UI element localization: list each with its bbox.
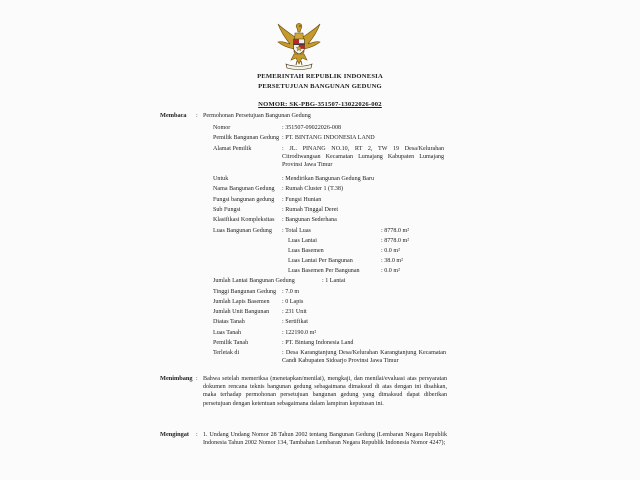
row-label-luas-bangunan: Luas Bangunan Gedung — [213, 228, 272, 234]
mengingat-colon: : — [196, 432, 198, 438]
row-label-sub-fungsi: Sub Fungsi — [213, 207, 241, 213]
row-label-lapis-basemen: Jumlah Lapis Basemen — [213, 299, 270, 305]
row-label-nama-bangunan: Nama Bangunan Gedung — [213, 186, 275, 192]
row-value-tinggi: : 7.0 m — [282, 289, 300, 295]
mengingat-label: Mengingat — [160, 431, 190, 438]
row-value-nomor: : 351507-09022026-008 — [282, 125, 342, 131]
document-number: NOMOR: SK-PBG-351507-13022026-002 — [258, 101, 382, 108]
row-label-jumlah-lantai: Jumlah Lantai Bangunan Gedung — [213, 278, 295, 284]
row-value-jumlah-lantai: : 1 Lantai — [322, 278, 346, 284]
mengingat-text: 1. Undang Undang Nomor 28 Tahun 2002 tentang Bangunan Gedung (Lembaran Negara Republik Indonesia Tahun 2002 Nomor 134, Tambahan Lembaran Negara Republik Indonesia Nomor 4247); — [203, 432, 447, 447]
row-label-terletak: Terletak di — [213, 350, 240, 356]
row-value-klasifikasi: : Bangunan Sederhana — [282, 217, 337, 223]
row-value-jumlah-unit: : 231 Unit — [282, 309, 307, 315]
luas-value-basemen: : 0.0 m² — [381, 248, 400, 254]
luas-label-basemen-per-bangunan: Luas Basemen Per Bangunan — [288, 268, 360, 274]
row-label-pemilik-tanah: Pemilik Tanah — [213, 340, 249, 346]
row-value-untuk: : Mendirikan Bangunan Gedung Baru — [282, 176, 375, 182]
row-label-klasifikasi: Klasifikasi Kompleksitas — [213, 217, 275, 223]
government-title: PEMERINTAH REPUBLIK INDONESIA — [257, 73, 383, 80]
row-value-alamat: : JL. PINANG NO.10, RT 2, TW 19 Desa/Kelurahan Citrodiwangsan Kecamatan Lumajang Kabupaten Lumajang Provinsi Jawa Timur — [282, 146, 444, 169]
row-label-jumlah-unit: Jumlah Unit Bangunan — [213, 309, 270, 315]
luas-label-total: : Total Luas — [282, 228, 311, 234]
menimbang-label: Menimbang — [160, 375, 193, 382]
garuda-pancasila-emblem-icon — [273, 20, 325, 72]
row-value-luas-tanah: : 122190.0 m² — [282, 330, 317, 336]
row-value-diatas-tanah: : Sertifikat — [282, 319, 308, 325]
row-label-diatas-tanah: Diatas Tanah — [213, 319, 245, 325]
row-value-fungsi: : Fungsi Hunian — [282, 197, 322, 203]
luas-value-total: : 8778.0 m² — [381, 228, 410, 234]
luas-label-lantai: Luas Lantai — [288, 238, 317, 244]
row-value-sub-fungsi: : Rumah Tinggal Deret — [282, 207, 339, 213]
row-label-untuk: Untuk — [213, 176, 229, 182]
row-label-alamat: Alamat Pemilik — [213, 146, 252, 152]
luas-value-lantai-per-bangunan: : 38.0 m² — [381, 258, 403, 264]
row-value-pemilik: : PT. BINTANG INDONESIA LAND — [282, 135, 375, 141]
luas-value-basemen-per-bangunan: : 0.0 m² — [381, 268, 400, 274]
luas-value-lantai: : 8778.0 m² — [381, 238, 410, 244]
row-label-pemilik: Pemilik Bangunan Gedung — [213, 135, 280, 141]
membaca-label: Membaca — [160, 112, 187, 119]
row-label-luas-tanah: Luas Tanah — [213, 330, 242, 336]
row-value-terletak: : Desa Karangtanjung Desa/Kelurahan Karangtanjung Kecamatan Candi Kabupaten Sidoarjo Provinsi Jawa Timur — [282, 350, 446, 365]
row-value-nama-bangunan: : Rumah Cluster 1 (T.38) — [282, 186, 343, 192]
menimbang-text: Bahwa setelah memeriksa (menetapkan/menilai), mengkaji, dan menilai/evaluasi atas persyaratan dokumen rencana teknis bangunan gedung sebagaimana dimaksud di atas dengan ini disahkan, maka terhadap permohonan persetujuan bangunan gedung yang dimaksud dapat diberikan persetujuan dengan ketentuan sebagaimana dalam lampiran keputusan ini. — [203, 376, 447, 407]
row-value-lapis-basemen: : 0 Lapis — [282, 299, 304, 305]
row-label-nomor: Nomor — [213, 125, 231, 131]
luas-label-basemen: Luas Basemen — [288, 248, 324, 254]
membaca-colon: : — [196, 113, 198, 119]
row-label-tinggi: Tinggi Bangunan Gedung — [213, 289, 277, 295]
row-label-fungsi: Fungsi bangunan gedung — [213, 197, 275, 203]
menimbang-colon: : — [196, 376, 198, 382]
luas-label-lantai-per-bangunan: Luas Lantai Per Bangunan — [288, 258, 353, 264]
row-value-pemilik-tanah: : PT. Bintang Indonesia Land — [282, 340, 354, 346]
membaca-intro: Permohonan Persetujuan Bangunan Gedung — [203, 113, 311, 119]
document-title: PERSETUJUAN BANGUNAN GEDUNG — [258, 83, 382, 90]
